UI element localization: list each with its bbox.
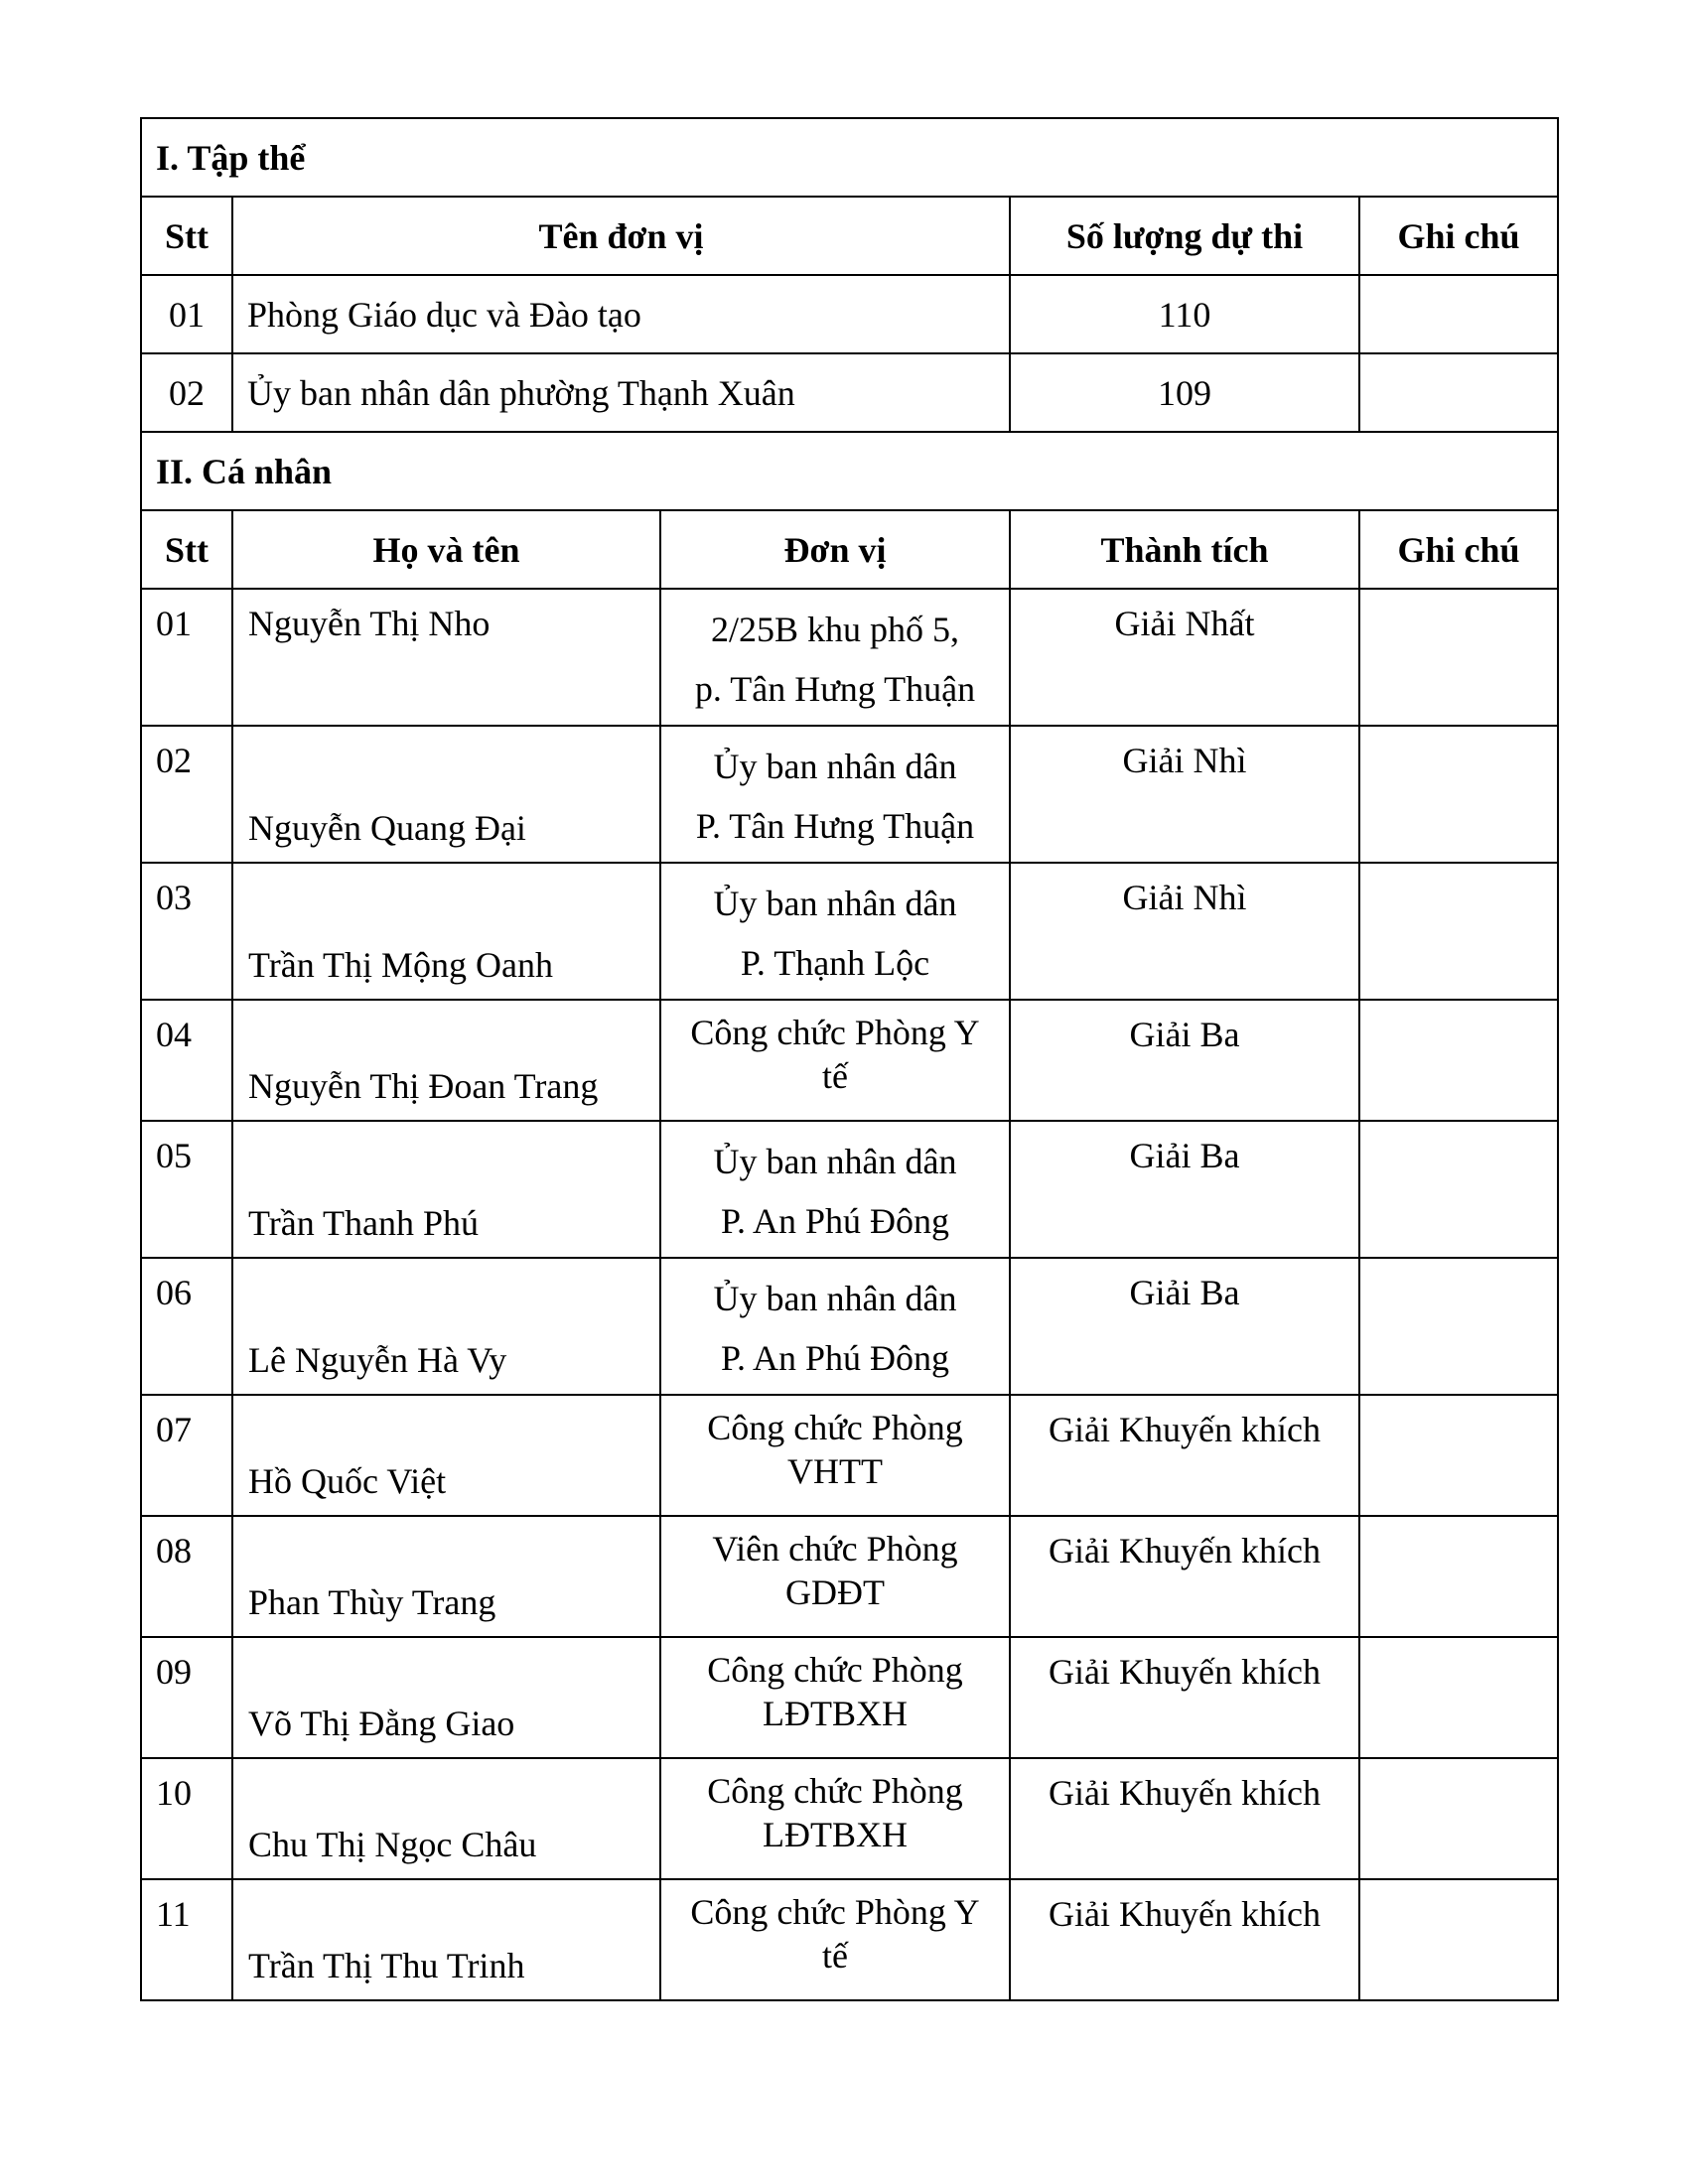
stt-cell: 10 xyxy=(141,1758,232,1879)
stt-cell: 11 xyxy=(141,1879,232,2000)
stt-cell: 03 xyxy=(141,863,232,1000)
unit-line-1: Công chức Phòng Y xyxy=(690,1892,980,1932)
header-count: Số lượng dự thi xyxy=(1010,197,1359,275)
award-cell: Giải Khuyến khích xyxy=(1010,1395,1359,1516)
table-row xyxy=(141,275,1558,353)
unit-cell xyxy=(660,1258,1010,1395)
person-name: Trần Thị Thu Trinh xyxy=(248,1946,525,1985)
name-cell xyxy=(232,589,660,726)
section-title-row xyxy=(141,118,1558,197)
header-full-name: Họ và tên xyxy=(232,510,660,589)
award-cell: Giải Khuyến khích xyxy=(1010,1758,1359,1879)
name-cell xyxy=(232,1637,660,1758)
person-name: Trần Thị Mộng Oanh xyxy=(248,945,554,985)
unit-line-1: Công chức Phòng xyxy=(707,1408,963,1447)
name-cell xyxy=(232,1879,660,2000)
name-cell xyxy=(232,863,660,1000)
note-cell xyxy=(1359,589,1558,726)
unit-cell xyxy=(660,1516,1010,1637)
name-cell xyxy=(232,1758,660,1879)
table-row xyxy=(141,1258,1558,1395)
header-note: Ghi chú xyxy=(1359,510,1558,589)
unit-line-1: Ủy ban nhân dân xyxy=(713,1142,957,1181)
stt-cell: 06 xyxy=(141,1258,232,1395)
award-cell: Giải Ba xyxy=(1010,1000,1359,1121)
note-cell xyxy=(1359,353,1558,432)
unit-line-1: Công chức Phòng xyxy=(707,1771,963,1811)
table-row xyxy=(141,1516,1558,1637)
unit-line-2: VHTT xyxy=(787,1451,883,1491)
unit-line-1: Ủy ban nhân dân xyxy=(713,1279,957,1318)
unit-line-1: Ủy ban nhân dân xyxy=(713,747,957,786)
unit-cell xyxy=(660,726,1010,863)
unit-line-1: Ủy ban nhân dân xyxy=(713,884,957,923)
table-row xyxy=(141,589,1558,726)
award-cell: Giải Ba xyxy=(1010,1121,1359,1258)
award-cell: Giải Nhì xyxy=(1010,726,1359,863)
award-cell: Giải Khuyến khích xyxy=(1010,1879,1359,2000)
unit-line-2: GDĐT xyxy=(785,1572,885,1612)
unit-cell xyxy=(660,1637,1010,1758)
unit-line-2: P. Tân Hưng Thuận xyxy=(695,806,975,846)
person-name: Hồ Quốc Việt xyxy=(248,1461,447,1501)
stt-cell: 02 xyxy=(141,353,232,432)
unit-line-1: 2/25B khu phố 5, xyxy=(710,610,959,649)
stt-cell: 04 xyxy=(141,1000,232,1121)
unit-cell xyxy=(660,589,1010,726)
person-name: Nguyễn Thị Nho xyxy=(248,604,491,643)
person-name: Võ Thị Đằng Giao xyxy=(248,1704,515,1743)
person-name: Phan Thùy Trang xyxy=(248,1582,496,1622)
table-row xyxy=(141,1758,1558,1879)
unit-line-1: Công chức Phòng Y xyxy=(690,1013,980,1052)
note-cell xyxy=(1359,1258,1558,1395)
unit-cell xyxy=(660,863,1010,1000)
name-cell xyxy=(232,1121,660,1258)
header-stt: Stt xyxy=(141,510,232,589)
unit-cell xyxy=(660,1121,1010,1258)
unit-cell xyxy=(660,1000,1010,1121)
stt-cell: 01 xyxy=(141,589,232,726)
unit-line-2: p. Tân Hưng Thuận xyxy=(694,669,976,709)
stt-cell: 08 xyxy=(141,1516,232,1637)
name-cell xyxy=(232,726,660,863)
unit-line-1: Viên chức Phòng xyxy=(712,1529,958,1569)
note-cell xyxy=(1359,1637,1558,1758)
note-cell xyxy=(1359,726,1558,863)
unit-line-2: tế xyxy=(822,1056,848,1096)
header-unit-name: Tên đơn vị xyxy=(232,197,1010,275)
note-cell xyxy=(1359,1121,1558,1258)
note-cell xyxy=(1359,863,1558,1000)
table-row xyxy=(141,1121,1558,1258)
note-cell xyxy=(1359,1000,1558,1121)
awards-table xyxy=(140,117,1559,2001)
section-title-row xyxy=(141,432,1558,510)
count-cell: 110 xyxy=(1010,275,1359,353)
collective-header-row xyxy=(141,197,1558,275)
unit-line-2: P. An Phú Đông xyxy=(720,1338,950,1378)
header-note: Ghi chú xyxy=(1359,197,1558,275)
person-name: Nguyễn Thị Đoan Trang xyxy=(248,1066,599,1106)
header-unit: Đơn vị xyxy=(660,510,1010,589)
stt-cell: 02 xyxy=(141,726,232,863)
unit-cell: Ủy ban nhân dân phường Thạnh Xuân xyxy=(232,353,1010,432)
section-title-collective: I. Tập thể xyxy=(141,118,1558,197)
count-cell: 109 xyxy=(1010,353,1359,432)
name-cell xyxy=(232,1395,660,1516)
name-cell xyxy=(232,1258,660,1395)
stt-cell: 01 xyxy=(141,275,232,353)
stt-cell: 07 xyxy=(141,1395,232,1516)
stt-cell: 05 xyxy=(141,1121,232,1258)
unit-line-2: P. Thạnh Lộc xyxy=(740,943,930,983)
individual-header-row xyxy=(141,510,1558,589)
person-name: Nguyễn Quang Đại xyxy=(248,808,526,848)
note-cell xyxy=(1359,1879,1558,2000)
name-cell xyxy=(232,1000,660,1121)
table-row xyxy=(141,1395,1558,1516)
person-name: Lê Nguyễn Hà Vy xyxy=(248,1340,507,1380)
person-name: Chu Thị Ngọc Châu xyxy=(248,1825,537,1864)
award-cell: Giải Khuyến khích xyxy=(1010,1637,1359,1758)
unit-line-2: tế xyxy=(822,1936,848,1976)
unit-cell xyxy=(660,1395,1010,1516)
unit-line-1: Công chức Phòng xyxy=(707,1650,963,1690)
note-cell xyxy=(1359,1395,1558,1516)
award-cell: Giải Ba xyxy=(1010,1258,1359,1395)
section-title-individual: II. Cá nhân xyxy=(141,432,1558,510)
unit-cell xyxy=(660,1758,1010,1879)
note-cell xyxy=(1359,275,1558,353)
unit-line-2: LĐTBXH xyxy=(763,1694,908,1733)
table-row xyxy=(141,353,1558,432)
unit-line-2: LĐTBXH xyxy=(763,1815,908,1854)
award-cell: Giải Khuyến khích xyxy=(1010,1516,1359,1637)
unit-line-2: P. An Phú Đông xyxy=(720,1201,950,1241)
unit-cell xyxy=(660,1879,1010,2000)
table-row xyxy=(141,863,1558,1000)
name-cell xyxy=(232,1516,660,1637)
stt-cell: 09 xyxy=(141,1637,232,1758)
note-cell xyxy=(1359,1516,1558,1637)
header-award: Thành tích xyxy=(1010,510,1359,589)
table-row xyxy=(141,726,1558,863)
award-cell: Giải Nhất xyxy=(1010,589,1359,726)
unit-cell: Phòng Giáo dục và Đào tạo xyxy=(232,275,1010,353)
header-stt: Stt xyxy=(141,197,232,275)
table-row xyxy=(141,1000,1558,1121)
table-row xyxy=(141,1637,1558,1758)
award-cell: Giải Nhì xyxy=(1010,863,1359,1000)
table-row xyxy=(141,1879,1558,2000)
person-name: Trần Thanh Phú xyxy=(248,1203,480,1243)
note-cell xyxy=(1359,1758,1558,1879)
